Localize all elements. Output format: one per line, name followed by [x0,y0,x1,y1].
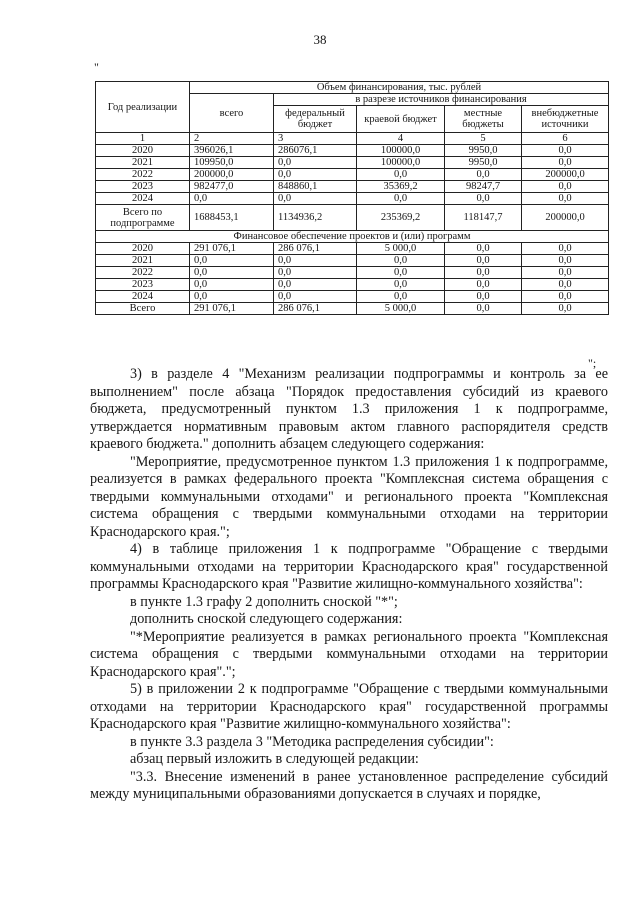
table-cell: 0,0 [274,291,357,303]
table-cell: 109950,0 [190,157,274,169]
table-cell: 1688453,1 [190,205,274,231]
table-cell: 2 [190,133,274,145]
opening-quote: " [94,60,99,74]
table-cell: 0,0 [522,181,609,193]
closing-quote: "; [588,356,597,370]
table-cell: 0,0 [274,267,357,279]
section-b-title: Финансовое обеспечение проектов и (или) программ [96,231,609,243]
paragraph: в пункте 1.3 графу 2 дополнить сноской "*"; [130,593,398,610]
table-cell: 2022 [96,169,190,181]
table-cell: 1134936,2 [274,205,357,231]
paragraph: "3.3. Внесение изменений в ранее установленное распределение субсидий между муниципальными образованиями допускается в случаях и порядке, [90,768,608,802]
table-cell: Всего [96,303,190,315]
table-row [96,205,609,231]
header-sources: в разрезе источников финансирования [274,94,609,106]
table-cell: 982477,0 [190,181,274,193]
table-cell: 0,0 [522,267,609,279]
table-cell: 1 [96,133,190,145]
table-row [96,279,609,291]
table-cell: 100000,0 [357,157,445,169]
table-cell: 0,0 [522,145,609,157]
table-cell: 291 076,1 [190,243,274,255]
table-cell: 286 076,1 [274,243,357,255]
table-cell: 2020 [96,243,190,255]
table-cell: Всего по подпрограмме [96,205,190,231]
table-section-a [96,133,609,231]
table-cell: 0,0 [522,303,609,315]
table-cell: 848860,1 [274,181,357,193]
header-offbudget: внебюджетные источники [522,106,609,133]
table-cell: 5 000,0 [357,243,445,255]
paragraph: "*Мероприятие реализуется в рамках регионального проекта "Комплексная система обращения с твердыми коммунальными отходами на территории Краснодарского края"."; [90,628,608,680]
table-cell: 0,0 [274,279,357,291]
table-cell: 2024 [96,291,190,303]
table-cell: 0,0 [190,193,274,205]
financing-table [95,81,609,315]
table-cell: 0,0 [190,279,274,291]
table-cell: 0,0 [445,303,522,315]
table-cell: 0,0 [190,255,274,267]
table-cell: 0,0 [522,291,609,303]
header-local: местные бюджеты [445,106,522,133]
table-cell: 0,0 [445,255,522,267]
table-row [96,291,609,303]
table-cell: 2024 [96,193,190,205]
page-number: 38 [313,32,327,47]
table-cell: 0,0 [274,255,357,267]
table-cell: 0,0 [357,169,445,181]
table-cell: 0,0 [445,291,522,303]
paragraph: абзац первый изложить в следующей редакции: [130,751,419,767]
table-cell: 9950,0 [445,157,522,169]
table-cell: 0,0 [445,279,522,291]
table-cell: 0,0 [357,267,445,279]
table-cell: 286076,1 [274,145,357,157]
table-cell: 9950,0 [445,145,522,157]
header-total: всего [190,94,274,133]
header-federal: федеральный бюджет [274,106,357,133]
table-cell: 118147,7 [445,205,522,231]
table-row [96,193,609,205]
table-cell: 200000,0 [190,169,274,181]
table-cell: 0,0 [357,291,445,303]
table-cell: 0,0 [445,243,522,255]
body-text [90,366,608,804]
table-cell: 98247,7 [445,181,522,193]
table-cell: 100000,0 [357,145,445,157]
table-cell: 2021 [96,255,190,267]
table-row [96,181,609,193]
paragraph: 3) в разделе 4 "Механизм реализации подпрограммы и контроль за ее выполнением" после абзаца "Порядок предоставления субсидий из краевого бюджета, предусмотренный пунктом 1.3 приложения 1 к подпрограмме, утверждается нормативным правовым актом главного распорядителя средств краевого бюджета." дополнить абзацем следующего содержания: [90,366,608,452]
table-cell: 200000,0 [522,205,609,231]
table-cell: 235369,2 [357,205,445,231]
table-cell: 2023 [96,279,190,291]
table-cell: 0,0 [274,193,357,205]
paragraph: "Мероприятие, предусмотренное пунктом 1.3 приложения 1 к подпрограмме, реализуется в рамках федерального проекта "Комплексная система обращения с твердыми коммунальными отходами" и регионального проекта "Комплексная система обращения с твердыми коммунальными отходами на территории Краснодарского края."; [90,453,608,540]
table-row [96,267,609,279]
table-cell: 0,0 [445,267,522,279]
table-cell: 5 [445,133,522,145]
table-cell: 0,0 [357,255,445,267]
table-row [96,133,609,145]
table-cell: 291 076,1 [190,303,274,315]
table-cell: 0,0 [357,279,445,291]
table-cell: 2020 [96,145,190,157]
paragraph: 4) в таблице приложения 1 к подпрограмме "Обращение с твердыми коммунальными отходами на территории Краснодарского края" государственной программы Краснодарского края "Развитие жилищно-коммунального хозяйства": [90,541,608,592]
table-cell: 2023 [96,181,190,193]
table-cell: 0,0 [522,243,609,255]
table-cell: 6 [522,133,609,145]
table-cell: 0,0 [445,193,522,205]
table-section-b [96,243,609,315]
table-cell: 0,0 [522,279,609,291]
table-cell: 35369,2 [357,181,445,193]
table-cell: 200000,0 [522,169,609,181]
table-cell: 0,0 [190,267,274,279]
table-cell: 0,0 [190,291,274,303]
table-cell: 0,0 [522,193,609,205]
table-cell: 0,0 [357,193,445,205]
table-row [96,243,609,255]
table-row [96,169,609,181]
header-year: Год реализации [96,82,190,133]
paragraph: в пункте 3.3 раздела 3 "Методика распределения субсидии": [130,733,494,750]
table-cell: 0,0 [522,255,609,267]
table-cell: 0,0 [274,169,357,181]
paragraph: 5) в приложении 2 к подпрограмме "Обращение с твердыми коммунальными отходами на территории Краснодарского края" государственной программы Краснодарского края "Развитие жилищно-коммунального хозяйства": [90,681,608,732]
table-cell: 0,0 [522,157,609,169]
table-header-row [96,82,609,94]
table-row [96,255,609,267]
table-cell: 4 [357,133,445,145]
table-row [96,157,609,169]
table-row [96,145,609,157]
table-section-row [96,231,609,243]
header-regional: краевой бюджет [357,106,445,133]
paragraph: дополнить сноской следующего содержания: [130,611,403,627]
table-cell: 2022 [96,267,190,279]
header-funding: Объем финансирования, тыс. рублей [190,82,609,94]
table-cell: 0,0 [274,157,357,169]
table-cell: 2021 [96,157,190,169]
table-cell: 286 076,1 [274,303,357,315]
table-cell: 0,0 [445,169,522,181]
table-cell: 5 000,0 [357,303,445,315]
table-cell: 3 [274,133,357,145]
table-row [96,303,609,315]
table-cell: 396026,1 [190,145,274,157]
